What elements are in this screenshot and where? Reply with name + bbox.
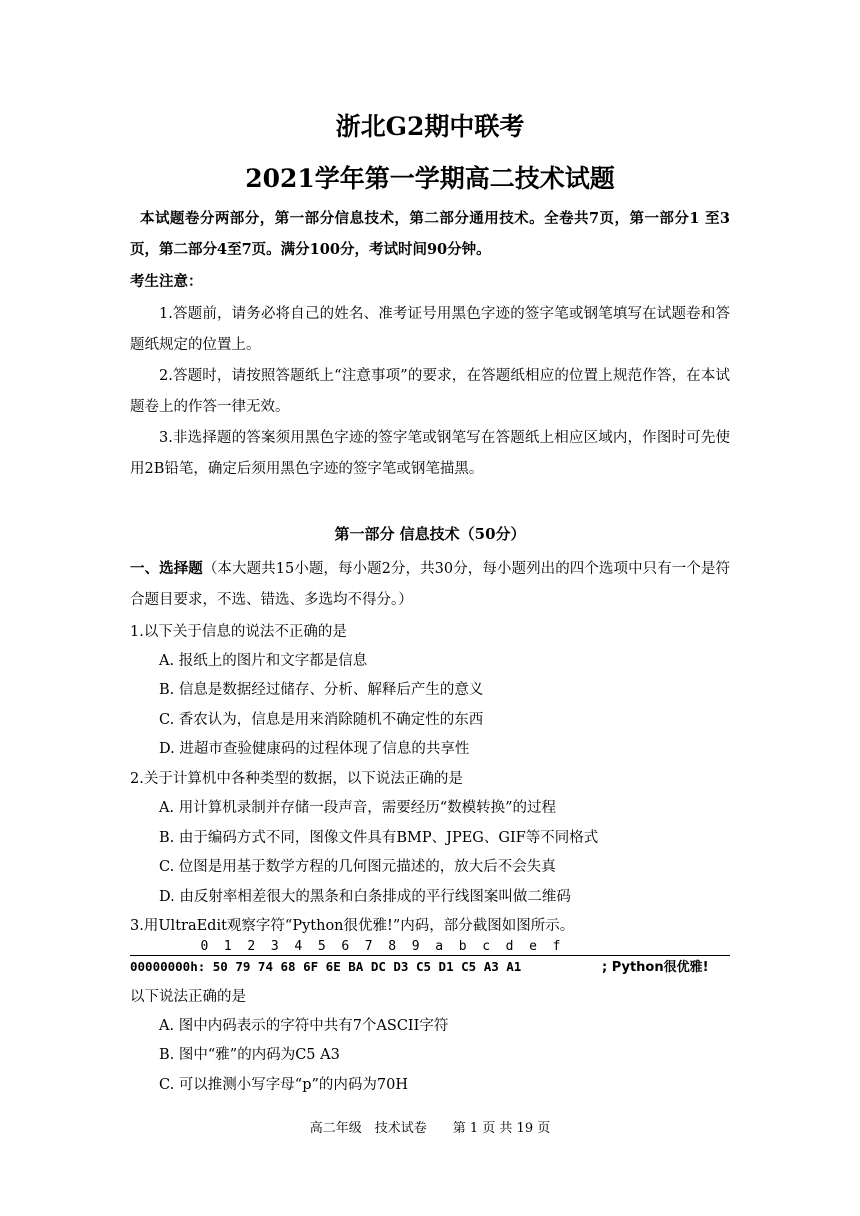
option-c: C. 可以推测小写字母“p”的内码为70H — [159, 1077, 408, 1093]
option-b: B. 图中“雅”的内码为C5 A3 — [159, 1047, 340, 1063]
option-c: C. 位图是用基于数学方程的几何图元描述的，放大后不会失真 — [159, 859, 556, 875]
intro-paragraph: 本试题卷分两部分，第一部分信息技术，第二部分通用技术。全卷共7页，第一部分1 至3页，第二部分4至7页。满分100分，考试时间90分钟。 — [130, 210, 730, 258]
option-a: A. 用计算机录制并存储一段声音，需要经历“数模转换”的过程 — [159, 800, 557, 816]
option-b: B. 由于编码方式不同，图像文件具有BMP、JPEG、GIF等不同格式 — [159, 830, 599, 846]
option-c: C. 香农认为，信息是用来消除随机不确定性的东西 — [159, 712, 484, 728]
notice-item: 2.答题时，请按照答题纸上“注意事项”的要求，在答题纸相应的位置上规范作答，在本试题卷上的作答一律无效。 — [130, 368, 730, 415]
option-d: D. 由反射率相差很大的黑条和白条排成的平行线图案叫做二维码 — [159, 889, 571, 905]
question-stem: 3.用UltraEdit观察字符“Python很优雅!”内码，部分截图如图所示。 — [130, 918, 575, 934]
option-a: A. 报纸上的图片和文字都是信息 — [159, 653, 368, 669]
option-a: A. 图中内码表示的字符中共有7个ASCII字符 — [159, 1018, 449, 1034]
section-title: 第一部分 信息技术（50分） — [334, 525, 526, 543]
notice-heading: 考生注意： — [130, 273, 203, 290]
exam-subtitle: 2021学年第一学期高二技术试题 — [245, 164, 615, 193]
hex-text-preview: ; Python很优雅! — [602, 960, 709, 975]
hex-column-header: 0 1 2 3 4 5 6 7 8 9 a b c d e f — [130, 939, 561, 954]
section-instructions — [130, 553, 730, 616]
option-d: D. 进超市查验健康码的过程体现了信息的共享性 — [159, 741, 470, 757]
exam-title: 浙北G2期中联考 — [335, 112, 525, 141]
page-footer: 高二年级 技术试卷 第 1 页 共 19 页 — [309, 1121, 551, 1136]
part-description: （本大题共15小题，每小题2分，共30分，每小题列出的四个选项中只有一个是符合题目要求，不选、错选、多选均不得分。） — [130, 561, 730, 608]
part-label: 一、选择题 — [130, 560, 203, 577]
notice-item: 3.非选择题的答案须用黑色字迹的签字笔或钢笔写在答题纸上相应区域内，作图时可先使用2B铅笔，确定后须用黑色字迹的签字笔或钢笔描黑。 — [130, 430, 730, 477]
notice-item: 1.答题前，请务必将自己的姓名、准考证号用黑色字迹的签字笔或钢笔填写在试题卷和答题纸规定的位置上。 — [130, 306, 730, 353]
question-followup: 以下说法正确的是 — [130, 989, 246, 1005]
option-b: B. 信息是数据经过储存、分析、解释后产生的意义 — [159, 682, 484, 698]
question-stem: 2.关于计算机中各种类型的数据，以下说法正确的是 — [130, 771, 463, 787]
hex-data-row: 00000000h: 50 79 74 68 6F 6E BA DC D3 C5 D1 C5 A3 A1 — [130, 959, 522, 974]
question-stem: 1.以下关于信息的说法不正确的是 — [130, 624, 347, 640]
